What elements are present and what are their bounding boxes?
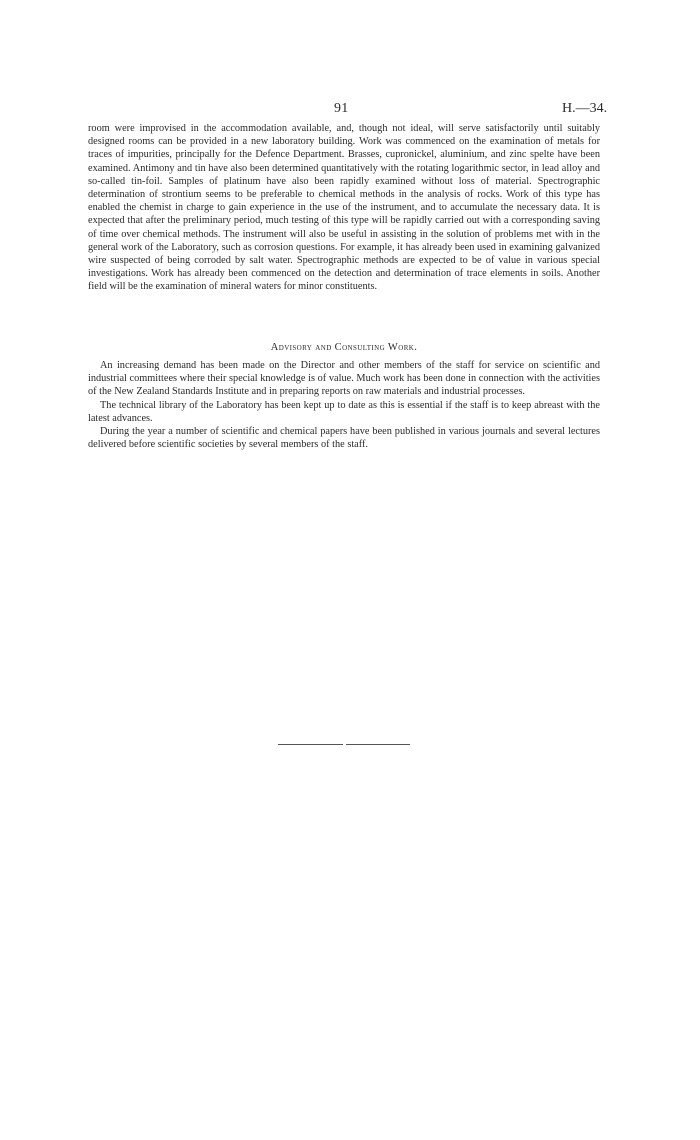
section-heading-advisory: Advisory and Consulting Work. [270, 342, 418, 353]
advisory-section-body [88, 359, 600, 451]
continuation-text-block [88, 122, 600, 294]
rule-break-mark [343, 743, 346, 746]
page-number: 91 [334, 101, 349, 116]
continuation-paragraph: room were improvised in the accommodation available, and, though not ideal, will serve satisfactorily until suitably designed rooms can be provided in a new laboratory building. Work was commenced on the examination of metals for traces of impurities, principally for the Defence Department. Brasses, cupronickel, aluminium, and zinc spelte have been examined. Antimony and tin have also been determined quantitatively with the rotating logarithmic sector, in lead alloy and so-called tin-foil. Samples of platinum have also been rapidly examined without loss of material. Spectrographic determination of strontium seems to be preferable to chemical methods in the analysis of rocks. Work of this type has enabled the chemist in charge to gain experience in the use of the instrument, and to accumulate the necessary data. It is expected that after the preliminary period, much testing of this type will be rapidly carried out with a corresponding saving of time over chemical methods. The instrument will also be useful in assisting in the solution of problems met with in the general work of the Laboratory, such as corrosion questions. For example, it has already been used in examining galvanized wire suspected of being corroded by salt water. Spectrographic methods are expected to be of value in various special investigations. Work has already been commenced on the detection and determination of trace elements in soils. Another field will be the examination of mineral waters for minor constituents. [88, 123, 600, 293]
section-paragraph: An increasing demand has been made on the Director and other members of the staff for service on scientific and industrial committees where their special knowledge is of value. Much work has been done in connection with the activities of the New Zealand Standards Institute and in preparing reports on raw materials and industrial processes. [88, 360, 600, 398]
section-paragraph: The technical library of the Laboratory has been kept up to date as this is essential if the staff is to keep abreast with the latest advances. [88, 399, 600, 424]
document-code: H.—34. [562, 101, 608, 116]
section-paragraph: During the year a number of scientific and chemical papers have been published in various journals and several lectures delivered before scientific societies by several members of the staff. [88, 426, 600, 451]
